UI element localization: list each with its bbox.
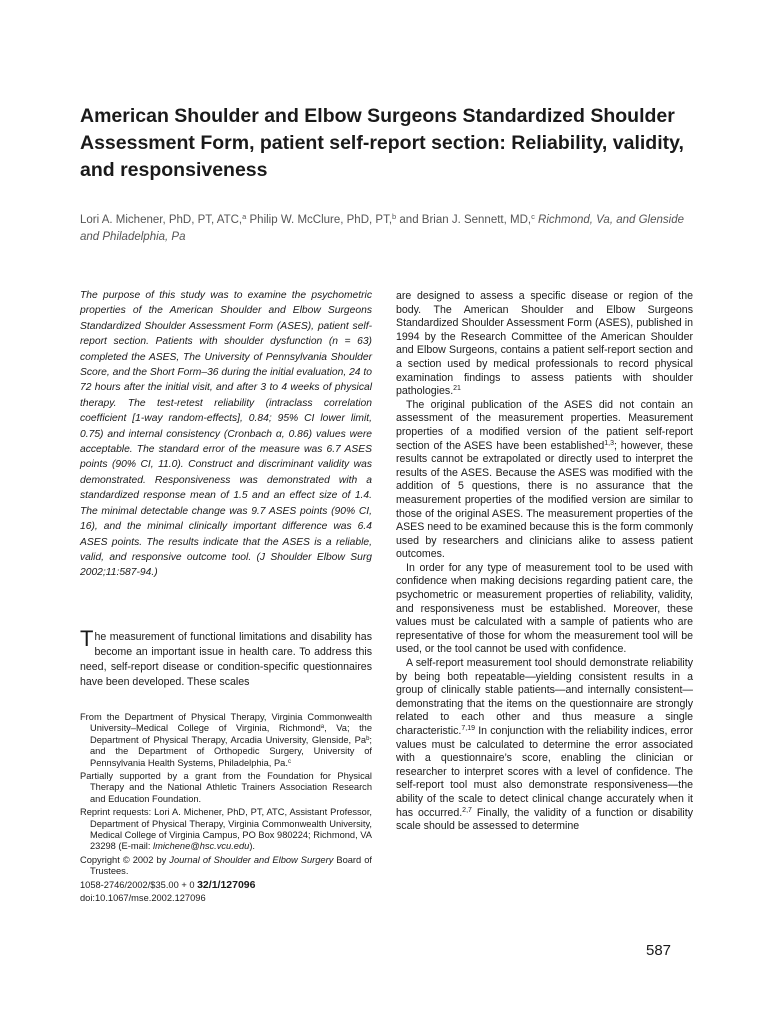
footnote-affiliation: [80, 712, 372, 769]
affiliation-text-2: , Va; the Department of Physical Therapy, Arcadia University, Glenside, Pa: [90, 723, 372, 745]
issn-text: 1058-2746/2002/$35.00 + 0: [80, 879, 198, 890]
intro-text: he measurement of functional limitations and disability has become an important issue in health care. To address this need, self-report disease or condition-specific questionnaires have been developed. These scales: [80, 631, 372, 688]
body-paragraph-4-text-c: Finally, the validity of a function or disability scale should be assessed to determine: [396, 806, 693, 833]
author-2: Philip W. McClure, PhD, PT,: [246, 214, 393, 226]
abstract: The purpose of this study was to examine the psychometric properties of the American Shoulder and Elbow Surgeons Standardized Shoulder Assessment Form (ASES), patient self-report section. Patients with shoulder dysfunction (n = 63) completed the ASES, The University of Pennsylvania Shoulder Score, and the Short Form–36 during the initial evaluation, 24 to 72 hours after the initial visit, and after 3 to 4 weeks of physical therapy. The test-retest reliability (intraclass correlation coefficient [1-way random-effects], 0.84; 95% CI lower limit, 0.75) and internal consistency (Cronbach α, 0.86) values were acceptable. The standard error of the measure was 6.7 ASES points (90% CI, 11.0). Construct and discriminant validity was demonstrated. Responsiveness was demonstrated with a standardized response mean of 1.5 and an effect size of 1.4. The minimal detectable change was 9.7 ASES points (90% CI, 16), and the minimal clinically important difference was 6.4 ASES points. The results indicate that the ASES is a reliable, valid, and responsive outcome tool. (J Shoulder Elbow Surg 2002;11:587-94.): [80, 290, 372, 579]
intro-paragraph: [80, 626, 372, 690]
author-1: Lori A. Michener, PhD, PT, ATC,: [80, 214, 243, 226]
copyright-prefix: Copyright © 2002 by: [80, 854, 170, 865]
body-paragraph-1: [396, 290, 693, 399]
article-title: American Shoulder and Elbow Surgeons Standardized Shoulder Assessment Form, patient self-report section: Reliability, validity, and responsiveness: [80, 105, 684, 181]
body-paragraph-1-text: are designed to assess a specific disease or region of the body. The American Shoulder and Elbow Surgeons Standardized Shoulder Assessment Form (ASES), published in 1994 by the Research Committee of the American Shoulder and Elbow Surgeons, contains a patient self-report section and a section used by medical professionals to record physical examination findings to assess patients with shoulder pathologies.: [396, 290, 693, 398]
body-paragraph-2-text-b: ; however, these results cannot be extrapolated or directly used to interpret the results of the ASES. Because the ASES was modified with the addition of 5 questions, there is no assurance that the measurement properties of the modified version are similar to those of the original ASES. The measurement properties of the ASES need to be examined because this is the form commonly used by researchers and clinicians alike to assess patient outcomes.: [396, 439, 693, 561]
affiliation-mark-b: b: [366, 735, 370, 742]
reprint-end: ).: [249, 841, 255, 852]
footnote-support: Partially supported by a grant from the Foundation for Physical Therapy and the National Athletic Trainers Association Research and Education Foundation.: [80, 771, 372, 804]
body-paragraph-4-text-a: A self-report measurement tool should demonstrate reliability by being both repeatable—yielding consistent results in a group of clinically stable patients—and internally consistent—demonstrating that the items on the questionnaire are strongly related to each other and thus measure a single characteristic.: [396, 657, 693, 737]
body-paragraph-2: [396, 399, 693, 562]
drop-cap: T: [80, 626, 94, 651]
footnote-issn: [80, 880, 372, 891]
body-paragraph-3: In order for any type of measurement tool to be used with confidence when making decisions regarding patient care, the psychometric or measurement properties of reliability, validity, and responsiveness must be established. Moreover, these values must be calculated with a sample of patients who are representative of those for whom the measurement tool will be used, or the tool cannot be used with confidence.: [396, 561, 693, 656]
citation-ref: 1,3: [604, 439, 614, 447]
author-line: [80, 212, 695, 246]
footnotes: [80, 712, 372, 907]
copyright-journal: Journal of Shoulder and Elbow Surgery: [169, 854, 334, 865]
copyright-suffix: Board of Trustees.: [90, 854, 372, 877]
citation-ref: 7,19: [461, 725, 475, 732]
affiliation-text-1: From the Department of Physical Therapy, Virginia Commonwealth University–Medical College of Virginia, Richmond: [80, 712, 372, 734]
author-1-mark: a: [242, 212, 247, 221]
article-code: 32/1/127096: [197, 878, 256, 891]
citation-ref: 2,7: [462, 806, 472, 814]
reprint-text: Reprint requests: Lori A. Michener, PhD, PT, ATC, Assistant Professor, Department of Physical Therapy, Virginia Commonwealth University, Medical College of Virginia Campus, PO Box 980224; Richmond, VA 23298 (E-mail:: [80, 807, 372, 852]
right-column: [396, 290, 693, 834]
body-paragraph-2-text-a: The original publication of the ASES did not contain an assessment of the measurement properties. Measurement properties of a modified version of the patient self-report section of the ASES have been established: [396, 398, 693, 452]
footnote-copyright: [80, 855, 372, 878]
reprint-email: lmichene@hsc.vcu.edu: [153, 841, 250, 852]
affiliation-mark-a: a: [320, 724, 325, 731]
author-3: and Brian J. Sennett, MD,: [396, 214, 532, 226]
citation-ref: 21: [453, 385, 461, 393]
body-paragraph-4-text-b: In conjunction with the reliability indices, error values must be calculated to determine the error associated with a questionnaire’s score, enabling the clinician or researcher to interpret scores with a level of confidence. The self-report tool must also demonstrate responsiveness—the ability of the scale to detect clinical change accurately when it has occurred.: [396, 725, 693, 819]
author-3-mark: c: [531, 212, 535, 221]
body-paragraph-4: [396, 657, 693, 834]
footnote-reprint: [80, 807, 372, 853]
footnote-doi: doi:10.1067/mse.2002.127096: [80, 893, 206, 904]
author-2-mark: b: [392, 212, 397, 221]
author-location: Richmond, Va, and Glenside and Philadelphia, Pa: [80, 214, 684, 243]
affiliation-mark-c: c: [287, 758, 291, 765]
affiliation-text-3: ; and the Department of Orthopedic Surgery, University of Pennsylvania Health Systems, Philadelphia, Pa.: [90, 734, 372, 768]
page-number: 587: [646, 942, 672, 959]
